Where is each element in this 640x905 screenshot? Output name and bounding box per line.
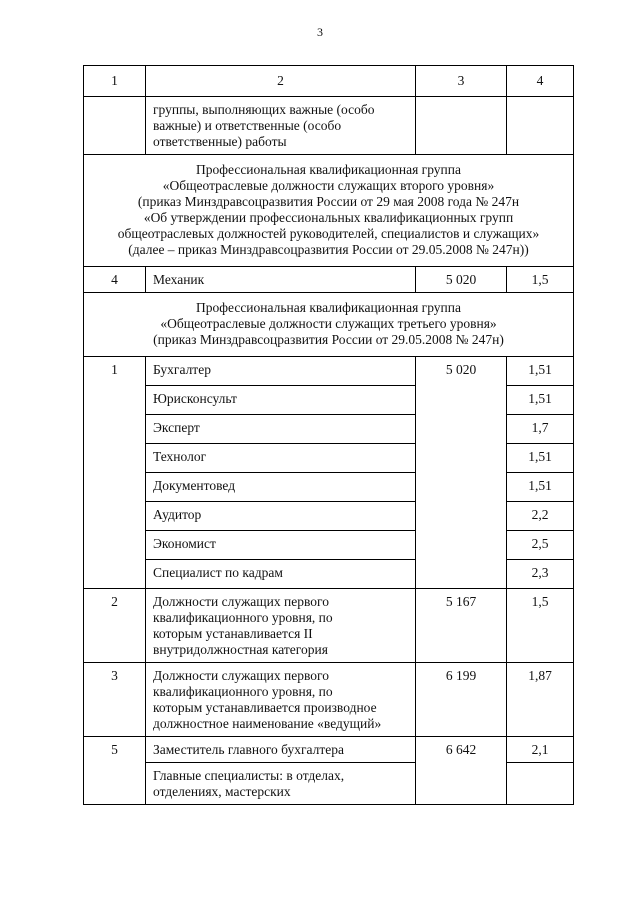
text-line: группы, выполняющих важные (особо [153, 102, 375, 117]
heading-line: общеотраслевых должностей руководителей, специалистов и служащих» [117, 226, 540, 241]
cell-num: 5 [84, 737, 146, 805]
cell-num: 1 [84, 357, 146, 589]
cell-coefficient: 2,5 [507, 531, 574, 560]
text-line: Главные специалисты: в отделах, [153, 768, 345, 783]
text-line: Должности служащих первого [153, 594, 329, 609]
cell-salary: 5 020 [416, 357, 507, 589]
cell-coefficient: 1,51 [507, 386, 574, 415]
salary-table [83, 65, 574, 805]
text-line: квалификационного уровня, по [153, 684, 333, 699]
cell-position: Экономист [146, 531, 416, 560]
cell-coefficient [507, 97, 574, 155]
cell-position [146, 763, 416, 805]
cell-position [146, 589, 416, 663]
table-row-level-5 [84, 737, 574, 763]
cell-coefficient: 1,51 [507, 357, 574, 386]
heading-line: (приказ Минздравсоцразвития России от 29.05.2008 № 247н) [153, 332, 504, 347]
heading-line: «Общеотраслевые должности служащих третьего уровня» [160, 316, 497, 331]
heading-line: Профессиональная квалификационная группа [196, 162, 461, 177]
cell-coefficient: 2,2 [507, 502, 574, 531]
heading-line: (приказ Минздравсоцразвития России от 29 мая 2008 года № 247н [137, 194, 520, 209]
section-heading [84, 293, 574, 357]
cell-num [84, 97, 146, 155]
cell-salary [416, 97, 507, 155]
text-line: которым устанавливается II [153, 626, 313, 641]
cell-position: Юрисконсульт [146, 386, 416, 415]
cell-coefficient: 2,3 [507, 560, 574, 589]
heading-line: «Общеотраслевые должности служащих второго уровня» [162, 178, 495, 193]
cell-coefficient: 1,7 [507, 415, 574, 444]
cell-coefficient: 1,87 [507, 663, 574, 737]
cell-coefficient [507, 763, 574, 805]
text-line: Должности служащих первого [153, 668, 329, 683]
section-heading-second-level [84, 155, 574, 267]
text-line: ответственные) работы [153, 134, 287, 149]
cell-position: Специалист по кадрам [146, 560, 416, 589]
cell-position [146, 663, 416, 737]
cell-position [146, 97, 416, 155]
table-row-continuation [84, 97, 574, 155]
table-row-mechanic [84, 267, 574, 293]
text-line: должностное наименование «ведущий» [153, 716, 382, 731]
cell-salary: 6 642 [416, 737, 507, 805]
cell-coefficient: 1,5 [507, 589, 574, 663]
header-col-4: 4 [507, 66, 574, 97]
cell-num: 2 [84, 589, 146, 663]
page-number: 3 [317, 25, 323, 39]
cell-coefficient: 1,51 [507, 444, 574, 473]
cell-position: Бухгалтер [146, 357, 416, 386]
cell-coefficient: 1,51 [507, 473, 574, 502]
cell-num: 4 [84, 267, 146, 293]
cell-position: Механик [146, 267, 416, 293]
text-line: отделениях, мастерских [153, 784, 291, 799]
heading-line: «Об утверждении профессиональных квалификационных групп [143, 210, 514, 225]
section-heading [84, 155, 574, 267]
cell-position: Заместитель главного бухгалтера [146, 737, 416, 763]
header-col-1: 1 [84, 66, 146, 97]
cell-salary: 5 167 [416, 589, 507, 663]
cell-position: Документовед [146, 473, 416, 502]
text-line: важные) и ответственные (особо [153, 118, 342, 133]
header-col-2: 2 [146, 66, 416, 97]
cell-salary: 6 199 [416, 663, 507, 737]
cell-position: Эксперт [146, 415, 416, 444]
text-line: квалификационного уровня, по [153, 610, 333, 625]
cell-position: Аудитор [146, 502, 416, 531]
cell-coefficient: 2,1 [507, 737, 574, 763]
heading-line: Профессиональная квалификационная группа [196, 300, 461, 315]
section-heading-third-level [84, 293, 574, 357]
cell-num: 3 [84, 663, 146, 737]
cell-salary: 5 020 [416, 267, 507, 293]
text-line: которым устанавливается производное [153, 700, 377, 715]
table-row [84, 357, 574, 386]
heading-line: (далее – приказ Минздравсоцразвития России от 29.05.2008 № 247н)) [128, 242, 529, 257]
header-col-3: 3 [416, 66, 507, 97]
table-row-level-3 [84, 663, 574, 737]
table-row-level-2 [84, 589, 574, 663]
table-header-row [84, 66, 574, 97]
cell-coefficient: 1,5 [507, 267, 574, 293]
cell-position: Технолог [146, 444, 416, 473]
text-line: внутридолжностная категория [153, 642, 328, 657]
